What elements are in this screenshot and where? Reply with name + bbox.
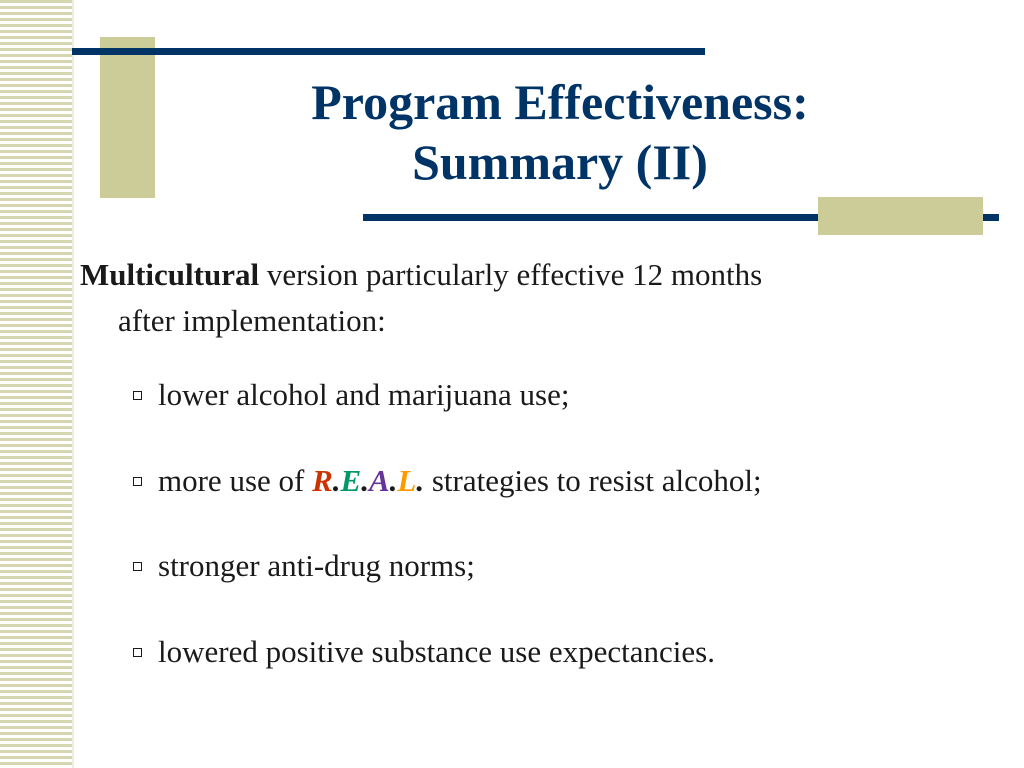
bullet-item-2	[133, 461, 762, 501]
square-bullet-icon	[133, 562, 142, 571]
bullet-text: lower alcohol and marijuana use;	[158, 377, 570, 412]
bullet-item-4	[133, 632, 715, 672]
intro-line-2: after implementation:	[118, 303, 386, 338]
real-letter-e: E	[340, 463, 362, 498]
bullet-prefix: more use of	[158, 463, 313, 498]
bullet-item-3	[133, 546, 475, 586]
title-line-1: Program Effectiveness:	[311, 74, 809, 130]
intro-bold-word: Multicultural	[80, 257, 260, 292]
title-line-2: Summary (II)	[412, 134, 708, 190]
striped-border	[0, 0, 72, 768]
bullet-suffix: strategies to resist alcohol;	[424, 463, 762, 498]
square-bullet-icon	[133, 391, 142, 400]
bullet-item-1	[133, 375, 569, 415]
slide-title	[170, 72, 950, 192]
title-rule-top	[72, 48, 705, 55]
real-acronym: R.E.A.L.	[312, 463, 425, 498]
bullet-text: lowered positive substance use expectancies.	[158, 634, 715, 669]
square-bullet-icon	[133, 648, 142, 657]
intro-paragraph	[80, 252, 980, 344]
real-letter-r: R	[312, 463, 333, 498]
real-letter-a: A	[368, 463, 390, 498]
striped-border-edge	[72, 0, 74, 768]
bullet-text: stronger anti-drug norms;	[158, 548, 475, 583]
square-bullet-icon	[133, 477, 142, 486]
intro-line-1-rest: version particularly effective 12 months	[259, 257, 763, 292]
title-accent-block-right	[818, 197, 983, 235]
real-letter-l: L	[397, 463, 417, 498]
title-accent-block-left	[100, 37, 155, 198]
